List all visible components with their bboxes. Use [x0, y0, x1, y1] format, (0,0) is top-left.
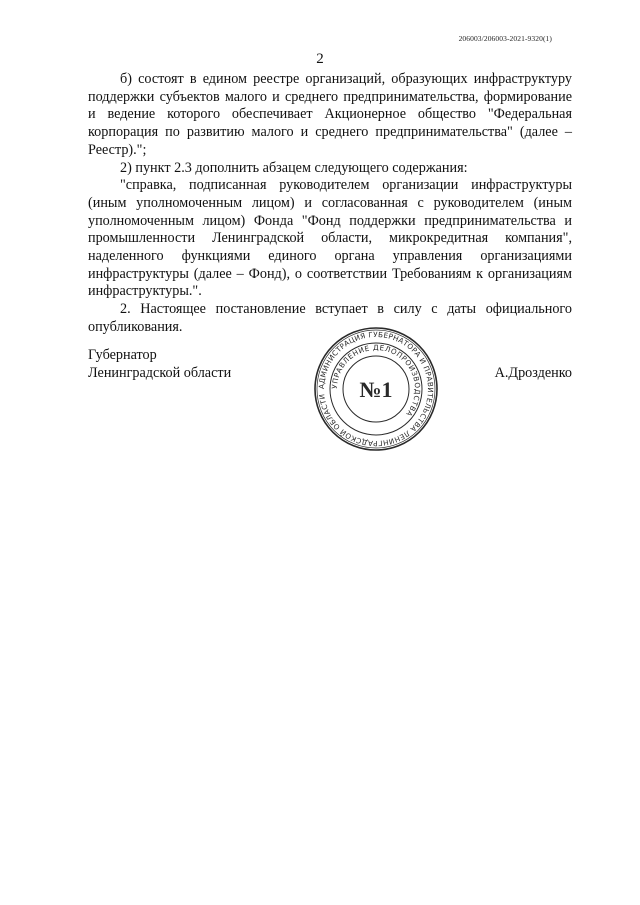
- signatory-name: А.Дрозденко: [494, 365, 572, 381]
- official-stamp: [312, 325, 440, 453]
- stamp-inner-text: УПРАВЛЕНИЕ ДЕЛОПРОИЗВОДСТВА: [329, 342, 423, 419]
- document-body: [88, 71, 572, 337]
- paragraph-point-2: 2) пункт 2.3 дополнить абзацем следующего содержания:: [120, 159, 468, 176]
- page-number: 2: [316, 51, 324, 67]
- signatory-title-line1: Губернатор: [88, 347, 157, 363]
- stamp-outer-text: АДМИНИСТРАЦИЯ ГУБЕРНАТОРА И ПРАВИТЕЛЬСТВА ЛЕНИНГРАДСКОЙ ОБЛАСТИ: [316, 329, 436, 449]
- signatory-title-line2: Ленинградской области: [88, 365, 232, 381]
- stamp-center-number: №1: [359, 377, 393, 402]
- paragraph-effective-date: 2. Настоящее постановление вступает в силу с даты официального опубликования.: [88, 301, 572, 335]
- paragraph-certificate: "справка, подписанная руководителем организации инфраструктуры (иным уполномоченным лицом) и согласованная с руководителем (иным уполномоченным лицом) Фонда "Фонд поддержки предпринимательства и промышленности Ленинградской области, микрокредитная компания", наделенного функциями единого органа управления организациями инфраструктуры (далее – Фонд), о соответствии Требованиям к организациям инфраструктуры.".: [88, 177, 572, 300]
- paragraph-b-registry: б) состоят в едином реестре организаций, образующих инфраструктуру поддержки субъектов малого и среднего предпринимательства, формирование и ведение которого обеспечивает Акционерное общество "Федеральная корпорация по развитию малого и среднего предпринимательства" (далее – Реестр).";: [88, 71, 572, 158]
- document-number: 206003/206003-2021-9320(1): [458, 34, 552, 43]
- signatory-title: [88, 346, 231, 382]
